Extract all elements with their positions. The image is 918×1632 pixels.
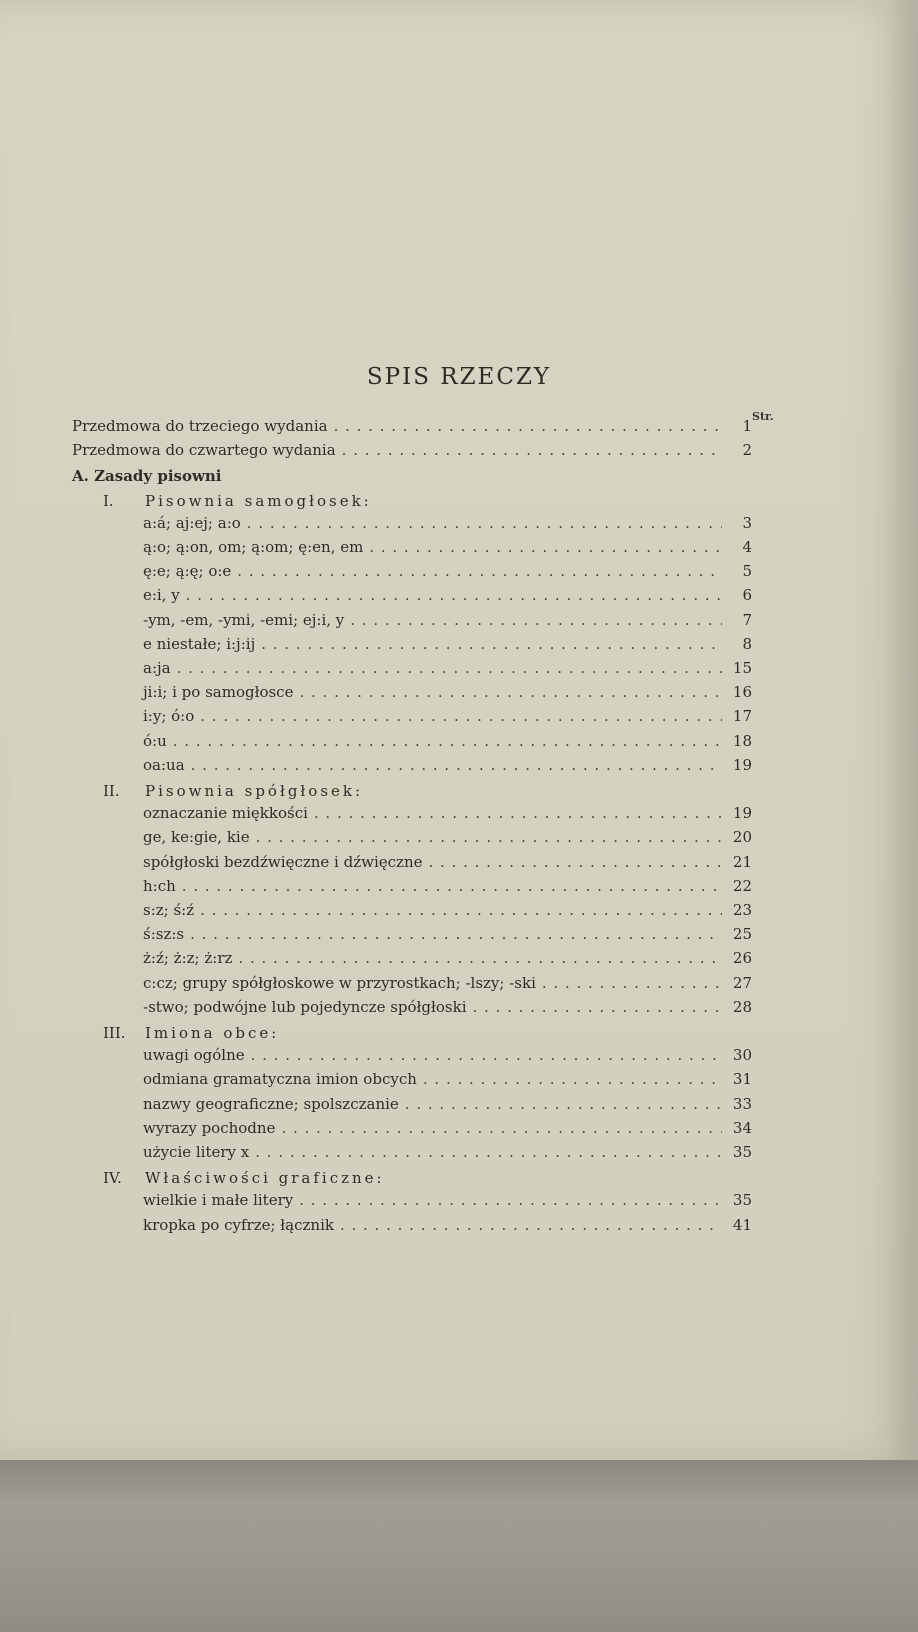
- entry-page-number: 25: [732, 925, 752, 944]
- entry-label: ji:i; i po samogłosce: [143, 683, 294, 702]
- dot-leader: [200, 901, 722, 919]
- toc-entry: [143, 562, 752, 586]
- toc-entry: [143, 586, 752, 610]
- entry-label: odmiana gramatyczna imion obcych: [143, 1070, 417, 1089]
- toc-entry: [143, 635, 752, 659]
- dot-leader: [473, 998, 723, 1016]
- page-column-label: Str.: [752, 410, 774, 423]
- toc-entry: [143, 707, 752, 731]
- entry-label: wyrazy pochodne: [143, 1118, 276, 1137]
- entry-label: -ym, -em, -ymi, -emi; ej:i, y: [143, 610, 345, 629]
- entry-page-number: 2: [742, 441, 752, 460]
- toc-entry: [143, 1216, 752, 1240]
- toc-entry: [143, 998, 752, 1022]
- entry-page-number: 35: [732, 1143, 752, 1161]
- entry-label: ó:u: [143, 731, 167, 750]
- entry-page-number: 8: [742, 634, 752, 653]
- entry-page-number: 34: [732, 1118, 752, 1137]
- dot-leader: [191, 756, 722, 774]
- toc-entry: [143, 925, 752, 949]
- dot-leader: [299, 1191, 722, 1209]
- entry-page-number: 17: [732, 707, 752, 726]
- entry-label: uwagi ogólne: [143, 1046, 245, 1065]
- section-title: Pisownia spółgłosek:: [145, 782, 364, 800]
- toc-entry: [143, 611, 752, 635]
- entry-page-number: 28: [732, 997, 752, 1016]
- toc-entry: [143, 828, 752, 852]
- entry-page-number: 20: [732, 828, 752, 847]
- entry-page-number: 19: [732, 755, 752, 774]
- toc-entry: [143, 1143, 752, 1167]
- entry-label: kropka po cyfrze; łącznik: [143, 1215, 334, 1234]
- entry-label: oa:ua: [143, 755, 185, 774]
- page-title: SPIS RZECZY: [366, 364, 552, 390]
- dot-leader: [255, 1143, 722, 1161]
- entry-page-number: 6: [742, 586, 752, 605]
- entry-label: a:ja: [143, 659, 171, 677]
- dot-leader: [173, 732, 722, 750]
- entry-label: Przedmowa do czwartego wydania: [72, 441, 336, 460]
- section-number: IV.: [103, 1169, 122, 1188]
- section-number: III.: [103, 1024, 126, 1042]
- toc-entry: [143, 877, 752, 901]
- section-heading: [103, 1169, 385, 1187]
- dot-leader: [350, 611, 722, 629]
- entry-label: c:cz; grupy spółgłoskowe w przyrostkach; -lszy; -ski: [143, 973, 536, 992]
- toc-entry: [143, 514, 752, 538]
- entry-page-number: 21: [732, 852, 752, 871]
- entry-label: spółgłoski bezdźwięczne i dźwięczne: [143, 852, 423, 871]
- table-surface: [0, 1460, 918, 1632]
- entry-page-number: 16: [732, 683, 752, 702]
- entry-label: ś:sz:s: [143, 925, 185, 944]
- dot-leader: [428, 853, 722, 871]
- entry-page-number: 30: [732, 1046, 752, 1065]
- entry-page-number: 7: [742, 610, 752, 629]
- entry-label: e:i, y: [143, 586, 180, 605]
- toc-entry: [143, 901, 752, 925]
- entry-page-number: 18: [732, 731, 752, 750]
- toc-entry: [72, 441, 752, 465]
- toc-entry: [143, 804, 752, 828]
- entry-label: ge, ke:gie, kie: [143, 828, 250, 847]
- dot-leader: [340, 1216, 722, 1234]
- dot-leader: [190, 925, 722, 943]
- section-number: I.: [103, 491, 114, 510]
- entry-label: Przedmowa do trzeciego wydania: [72, 417, 328, 435]
- toc-entry: [143, 1119, 752, 1143]
- entry-page-number: 33: [732, 1094, 752, 1113]
- dot-leader: [314, 804, 722, 822]
- section-title: Właściwości graficzne:: [145, 1169, 385, 1188]
- dot-leader: [177, 659, 722, 677]
- toc-entry: [143, 659, 752, 683]
- entry-page-number: 1: [742, 417, 752, 435]
- dot-leader: [281, 1119, 722, 1137]
- entry-label: wielkie i małe litery: [143, 1191, 294, 1210]
- entry-page-number: 27: [732, 973, 752, 992]
- section-heading: [103, 492, 372, 510]
- dot-leader: [299, 683, 722, 701]
- entry-page-number: 4: [742, 538, 752, 556]
- entry-label: a:á; aj:ej; a:o: [143, 513, 241, 532]
- dot-leader: [405, 1095, 722, 1113]
- toc-entry: [143, 1191, 752, 1215]
- dot-leader: [369, 538, 722, 556]
- dot-leader: [251, 1046, 722, 1064]
- section-title: Imiona obce:: [145, 1024, 280, 1042]
- entry-label: nazwy geograficzne; spolszczanie: [143, 1094, 399, 1113]
- dot-leader: [247, 514, 722, 532]
- section-title: Pisownia samogłosek:: [145, 491, 372, 510]
- section-heading: [103, 782, 363, 800]
- entry-page-number: 15: [732, 659, 752, 677]
- entry-page-number: 19: [732, 804, 752, 823]
- toc-entry: [143, 1046, 752, 1070]
- entry-page-number: 41: [732, 1215, 752, 1234]
- dot-leader: [182, 877, 722, 895]
- dot-leader: [237, 562, 722, 580]
- entry-label: i:y; ó:o: [143, 707, 195, 726]
- entry-label: ż:ź; ż:z; ż:rz: [143, 949, 233, 968]
- part-heading: A. Zasady pisowni: [72, 467, 222, 486]
- dot-leader: [334, 417, 722, 435]
- entry-label: użycie litery x: [143, 1143, 250, 1161]
- dot-leader: [238, 949, 722, 967]
- entry-label: s:z; ś:ź: [143, 901, 195, 919]
- entry-page-number: 35: [732, 1191, 752, 1210]
- dot-leader: [542, 974, 722, 992]
- entry-page-number: 31: [732, 1070, 752, 1089]
- toc-entry: [143, 756, 752, 780]
- entry-label: -stwo; podwójne lub pojedyncze spółgłoski: [143, 997, 467, 1016]
- toc-entry: [143, 853, 752, 877]
- entry-label: ę:e; ą:ę; o:e: [143, 562, 232, 581]
- toc-entry: [72, 417, 752, 441]
- entry-page-number: 3: [742, 513, 752, 532]
- toc-entry: [143, 1095, 752, 1119]
- toc-entry: [143, 974, 752, 998]
- dot-leader: [261, 635, 722, 653]
- entry-label: e niestałe; i:j:ij: [143, 634, 256, 653]
- entry-label: ą:o; ą:on, om; ą:om; ę:en, em: [143, 538, 364, 556]
- entry-page-number: 5: [742, 562, 752, 581]
- toc-entry: [143, 683, 752, 707]
- section-number: II.: [103, 782, 120, 800]
- toc-entry: [143, 538, 752, 562]
- entry-page-number: 23: [732, 901, 752, 919]
- toc-entry: [143, 949, 752, 973]
- entry-label: h:ch: [143, 876, 176, 895]
- dot-leader: [342, 441, 722, 459]
- entry-page-number: 26: [732, 949, 752, 968]
- section-heading: [103, 1024, 279, 1042]
- toc-entry: [143, 732, 752, 756]
- dot-leader: [256, 828, 722, 846]
- dot-leader: [423, 1070, 722, 1088]
- toc-entry: [143, 1070, 752, 1094]
- dot-leader: [200, 707, 722, 725]
- entry-page-number: 22: [732, 876, 752, 895]
- entry-label: oznaczanie miękkości: [143, 804, 308, 823]
- dot-leader: [186, 586, 722, 604]
